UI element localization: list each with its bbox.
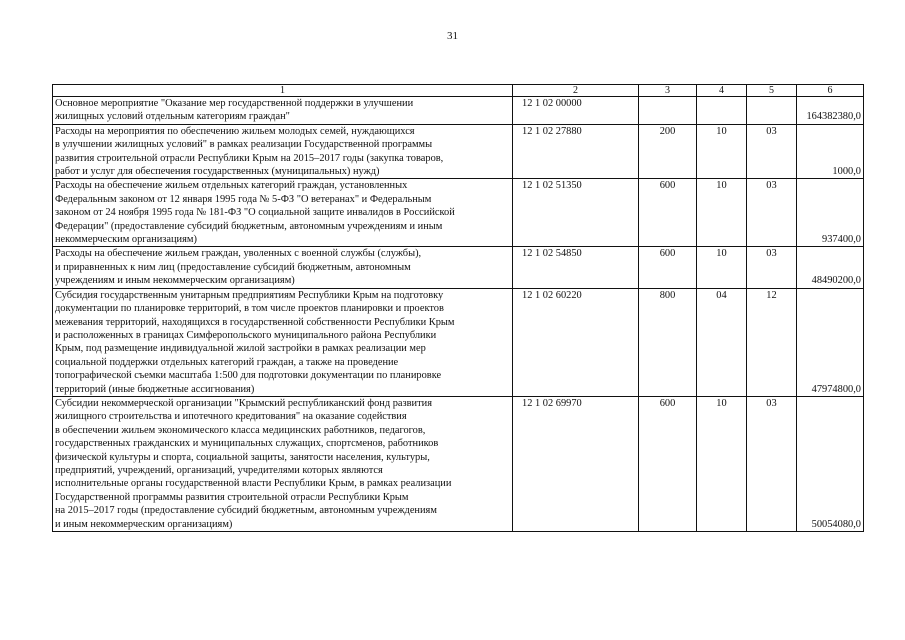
header-col-4: 4 <box>697 85 747 97</box>
table-row <box>53 179 864 247</box>
header-col-2: 2 <box>513 85 639 97</box>
row-section <box>697 97 747 125</box>
row-description: Расходы на мероприятия по обеспечению жильем молодых семей, нуждающихся в улучшении жилищных условий" в рамках реализации Государственной программы развития строительной отрасли Республики Крым на 2015–2017 годы (закупка товаров, работ и услуг для обеспечения государственных (муниципальных) нужд) <box>53 124 513 179</box>
row-description: Субсидии некоммерческой организации "Крымский республиканский фонд развития жилищного строительства и ипотечного кредитования" на оказание содействия в обеспечении жильем экономического класса медицинских работников, педагогов, государственных гражданских и муниципальных служащих, спортсменов, работников физической культуры и спорта, социальной защиты, занятости населения, культуры, предприятий, учреждений, организаций, учредителями которых являются исполнительные органы государственной власти Республики Крым, в рамках реализации Государственной программы развития строительной отрасли Республики Крым на 2015–2017 годы (предоставление субсидий бюджетным, автономным учреждениям и иным некоммерческим организациям) <box>53 396 513 531</box>
row-section: 10 <box>697 124 747 179</box>
row-amount: 937400,0 <box>797 179 864 247</box>
header-col-6: 6 <box>797 85 864 97</box>
row-subsection: 03 <box>747 179 797 247</box>
header-col-5: 5 <box>747 85 797 97</box>
row-subsection: 03 <box>747 396 797 531</box>
row-subsection <box>747 97 797 125</box>
table-row <box>53 247 864 288</box>
row-section: 10 <box>697 179 747 247</box>
row-amount: 164382380,0 <box>797 97 864 125</box>
page-number: 31 <box>447 30 458 42</box>
row-subsection: 03 <box>747 247 797 288</box>
table-row <box>53 396 864 531</box>
table-header-row <box>53 85 864 97</box>
row-target-code: 12 1 02 27880 <box>513 124 639 179</box>
row-amount: 48490200,0 <box>797 247 864 288</box>
row-expense-type: 200 <box>639 124 697 179</box>
table-row <box>53 288 864 396</box>
row-target-code: 12 1 02 60220 <box>513 288 639 396</box>
budget-table <box>52 84 864 532</box>
header-col-3: 3 <box>639 85 697 97</box>
row-description: Расходы на обеспечение жильем граждан, уволенных с военной службы (службы), и приравненных к ним лиц (предоставление субсидий бюджетным, автономным учреждениям и иным некоммерческим организациям) <box>53 247 513 288</box>
table-row <box>53 124 864 179</box>
row-expense-type: 600 <box>639 396 697 531</box>
row-target-code: 12 1 02 69970 <box>513 396 639 531</box>
row-expense-type: 800 <box>639 288 697 396</box>
row-subsection: 03 <box>747 124 797 179</box>
header-col-1: 1 <box>53 85 513 97</box>
row-amount: 50054080,0 <box>797 396 864 531</box>
row-amount: 47974800,0 <box>797 288 864 396</box>
row-section: 10 <box>697 396 747 531</box>
row-description: Основное мероприятие "Оказание мер государственной поддержки в улучшении жилищных условий отдельным категориям граждан" <box>53 97 513 125</box>
row-subsection: 12 <box>747 288 797 396</box>
row-target-code: 12 1 02 54850 <box>513 247 639 288</box>
row-target-code: 12 1 02 00000 <box>513 97 639 125</box>
row-description: Субсидия государственным унитарным предприятиям Республики Крым на подготовку документации по планировке территорий, в том числе проектов планировки и проектов межевания территорий, находящихся в государственной собственности Республики Крым и расположенных в границах Симферопольского муниципального района Республики Крым, под размещение индивидуальной жилой застройки в рамках реализации мер социальной поддержки отдельных категорий граждан, а также на проведение топографической съемки масштаба 1:500 для подготовки документации по планировке территорий (иные бюджетные ассигнования) <box>53 288 513 396</box>
row-expense-type <box>639 97 697 125</box>
row-target-code: 12 1 02 51350 <box>513 179 639 247</box>
table-row <box>53 97 864 125</box>
row-section: 04 <box>697 288 747 396</box>
row-description: Расходы на обеспечение жильем отдельных категорий граждан, установленных Федеральным законом от 12 января 1995 года № 5-ФЗ "О ветеранах" и Федеральным законом от 24 ноября 1995 года № 181-ФЗ "О социальной защите инвалидов в Российской Федерации" (предоставление субсидий бюджетным, автономным учреждениям и иным некоммерческим организациям) <box>53 179 513 247</box>
row-section: 10 <box>697 247 747 288</box>
row-expense-type: 600 <box>639 247 697 288</box>
row-amount: 1000,0 <box>797 124 864 179</box>
row-expense-type: 600 <box>639 179 697 247</box>
